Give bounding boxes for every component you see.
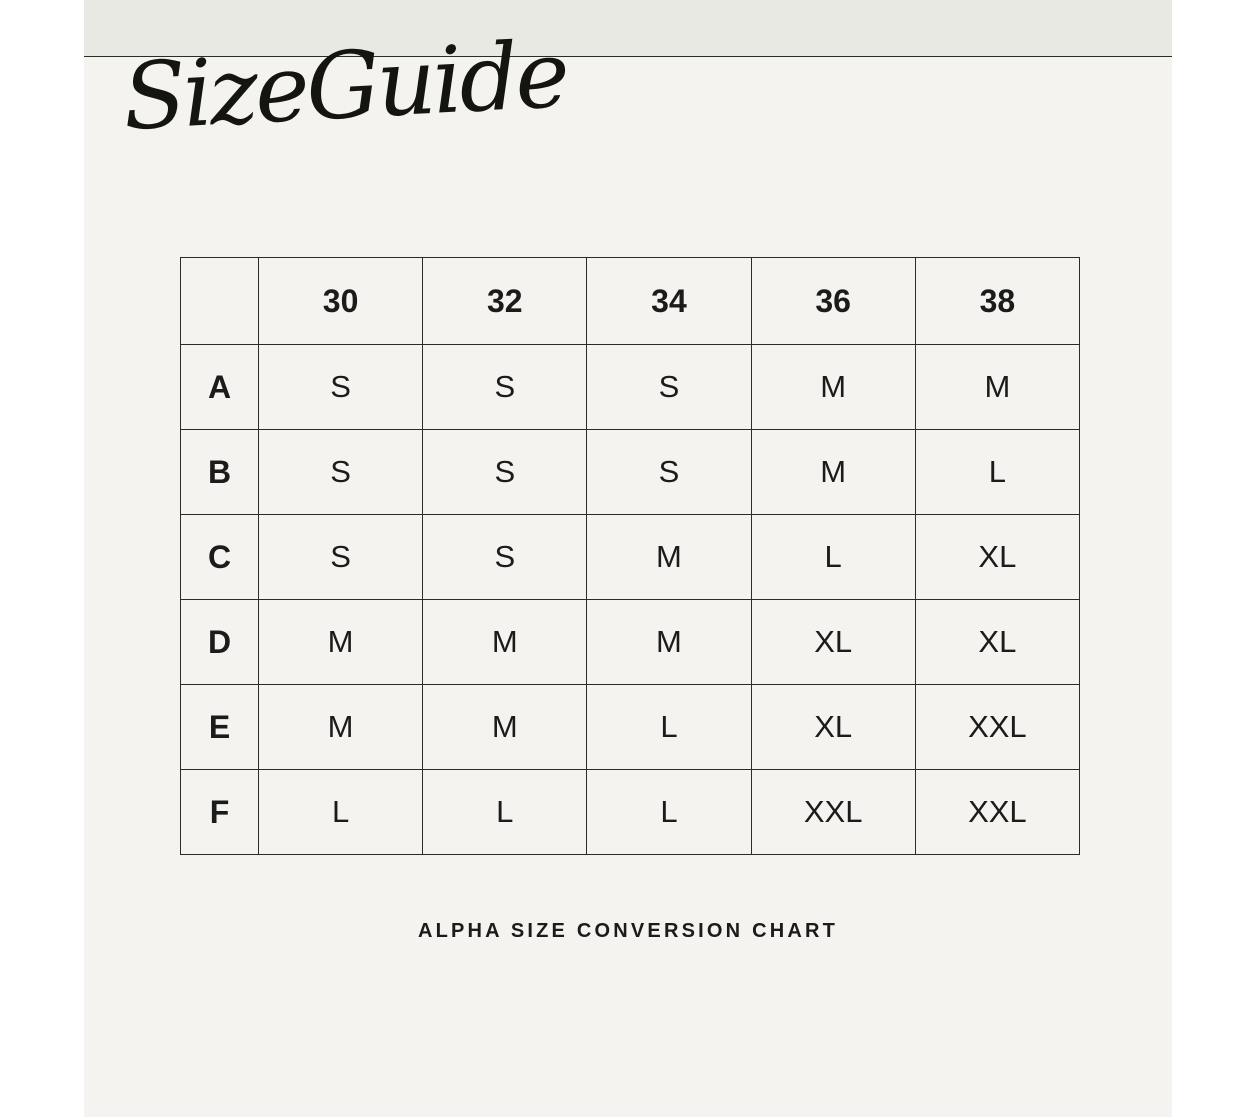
table-row: [181, 430, 1080, 515]
column-header: 36: [751, 258, 915, 345]
table-row: [181, 600, 1080, 685]
table-row: [181, 770, 1080, 855]
size-conversion-table: [180, 257, 1080, 855]
row-header: F: [181, 770, 259, 855]
table-cell: XXL: [915, 770, 1079, 855]
table-caption: ALPHA SIZE CONVERSION CHART: [417, 920, 839, 942]
column-header: 32: [423, 258, 587, 345]
table-body: [181, 345, 1080, 855]
row-header: B: [181, 430, 259, 515]
table-cell: XL: [751, 600, 915, 685]
table-cell: L: [915, 430, 1079, 515]
table-header: [181, 258, 1080, 345]
row-header: A: [181, 345, 259, 430]
size-guide-page: [84, 0, 1172, 1117]
table-cell: L: [587, 685, 751, 770]
table-cell: S: [587, 430, 751, 515]
table-cell: M: [259, 685, 423, 770]
table-row: [181, 345, 1080, 430]
table-corner-cell: [181, 258, 259, 345]
table-cell: S: [423, 515, 587, 600]
table-cell: XL: [915, 600, 1079, 685]
row-header: E: [181, 685, 259, 770]
table-cell: M: [751, 345, 915, 430]
table-row: [181, 515, 1080, 600]
table-cell: L: [587, 770, 751, 855]
table-cell: XXL: [915, 685, 1079, 770]
table-cell: M: [587, 600, 751, 685]
table-cell: S: [259, 430, 423, 515]
table-cell: S: [587, 345, 751, 430]
table-cell: S: [259, 345, 423, 430]
size-conversion-table-container: [180, 257, 1080, 855]
row-header: D: [181, 600, 259, 685]
table-cell: M: [423, 600, 587, 685]
table-cell: XL: [751, 685, 915, 770]
table-cell: M: [423, 685, 587, 770]
table-cell: L: [423, 770, 587, 855]
table-row: [181, 685, 1080, 770]
table-cell: L: [259, 770, 423, 855]
table-cell: XL: [915, 515, 1079, 600]
table-cell: S: [423, 430, 587, 515]
table-cell: M: [915, 345, 1079, 430]
table-cell: S: [259, 515, 423, 600]
table-cell: M: [259, 600, 423, 685]
table-header-row: [181, 258, 1080, 345]
column-header: 38: [915, 258, 1079, 345]
table-cell: XXL: [751, 770, 915, 855]
column-header: 30: [259, 258, 423, 345]
table-cell: L: [751, 515, 915, 600]
table-cell: M: [587, 515, 751, 600]
column-header: 34: [587, 258, 751, 345]
table-cell: M: [751, 430, 915, 515]
table-cell: S: [423, 345, 587, 430]
row-header: C: [181, 515, 259, 600]
page-title: SizeGuide: [120, 20, 570, 151]
